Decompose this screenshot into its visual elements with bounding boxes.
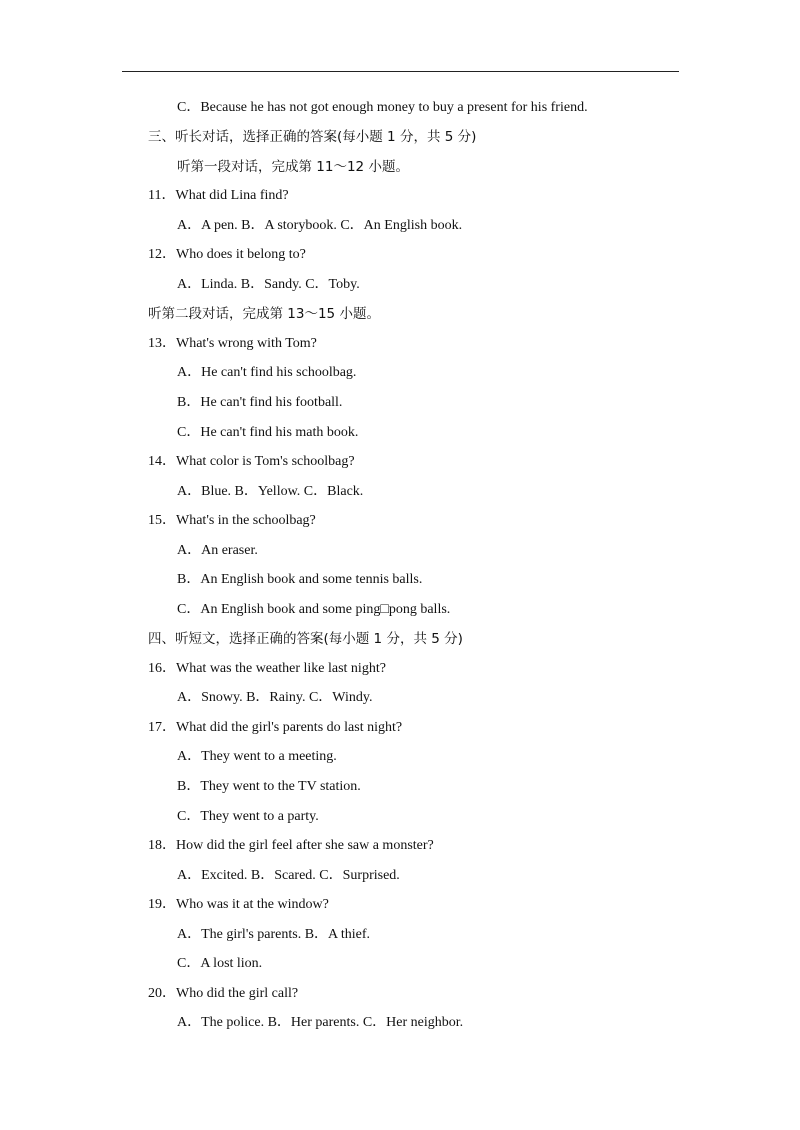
q15-option-a: A．An eraser. [177,543,258,558]
question-11: 11．What did Lina find? [148,188,289,203]
q19-option-c: C．A lost lion. [177,956,263,971]
q10-option-c: C．Because he has not got enough money to buy a present for his friend. [177,100,588,115]
section-4-heading: 四、听短文，选择正确的答案(每小题 1 分，共 5 分) [148,631,463,647]
question-17: 17．What did the girl's parents do last night? [148,720,403,735]
dialogue-2-instruction: 听第二段对话，完成第 13～15 小题。 [148,306,380,322]
q13-option-a: A．He can't find his schoolbag. [177,365,357,380]
question-14: 14．What color is Tom's schoolbag? [148,454,355,469]
question-12: 12．Who does it belong to? [148,247,306,262]
question-13: 13．What's wrong with Tom? [148,336,317,351]
q17-option-c: C．They went to a party. [177,809,319,824]
question-20: 20．Who did the girl call? [148,986,299,1001]
q15-option-c: C．An English book and some ping□pong balls. [177,602,451,617]
q19-options-ab: A．The girl's parents. B．A thief. [177,927,371,942]
q12-options: A．Linda. B．Sandy. C．Toby. [177,277,360,292]
q16-options: A．Snowy. B．Rainy. C．Windy. [177,690,373,705]
q13-option-c: C．He can't find his math book. [177,425,359,440]
q13-option-b: B．He can't find his football. [177,395,343,410]
dialogue-1-instruction: 听第一段对话，完成第 11～12 小题。 [177,159,409,175]
q20-options: A．The police. B．Her parents. C．Her neighbor. [177,1015,464,1030]
header-rule [122,71,679,72]
q15-option-b: B．An English book and some tennis balls. [177,572,423,587]
question-18: 18．How did the girl feel after she saw a monster? [148,838,434,853]
q11-options: A．A pen. B．A storybook. C．An English book. [177,218,463,233]
section-3-heading: 三、听长对话，选择正确的答案(每小题 1 分，共 5 分) [148,129,477,145]
q17-option-a: A．They went to a meeting. [177,749,337,764]
question-16: 16．What was the weather like last night? [148,661,386,676]
question-15: 15．What's in the schoolbag? [148,513,316,528]
q17-option-b: B．They went to the TV station. [177,779,361,794]
q18-options: A．Excited. B．Scared. C．Surprised. [177,868,400,883]
question-19: 19．Who was it at the window? [148,897,329,912]
q14-options: A．Blue. B．Yellow. C．Black. [177,484,364,499]
